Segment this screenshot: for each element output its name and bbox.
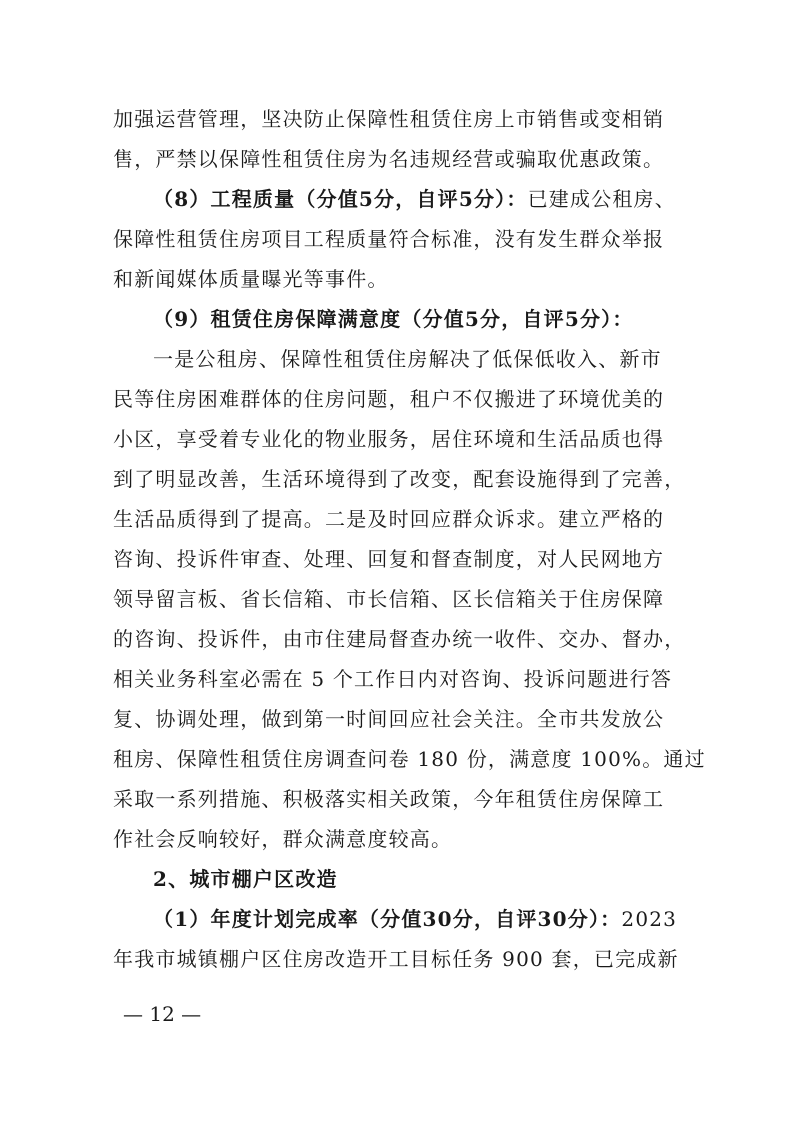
text-segment: 小区，享受着专业化的物业服务，居住环境和生活品质也得 <box>113 427 665 451</box>
text-segment: 作社会反响较好，群众满意度较高。 <box>113 827 453 851</box>
text-segment: 2023 <box>621 907 678 931</box>
text-segment: 民等住房困难群体的住房问题，租户不仅搬进了环境优美的 <box>113 387 665 411</box>
text-segment: 复、协调处理，做到第一时间回应社会关注。全市共发放公 <box>113 707 665 731</box>
text-line <box>113 219 664 259</box>
text-line <box>113 379 664 419</box>
text-segment: 加强运营管理，坚决防止保障性租赁住房上市销售或变相销 <box>113 107 665 131</box>
text-segment: 采取一系列措施、积极落实相关政策，今年租赁住房保障工 <box>113 787 665 811</box>
bold-heading-segment: 2、城市棚户区改造 <box>153 867 338 891</box>
text-line <box>153 339 662 379</box>
text-segment: 租房、保障性租赁住房调查问卷 180 份，满意度 100%。通过 <box>113 747 706 771</box>
text-line <box>113 99 664 139</box>
text-line <box>113 779 664 819</box>
text-segment: 售，严禁以保障性租赁住房为名违规经营或骗取优惠政策。 <box>113 147 665 171</box>
text-line <box>113 139 664 179</box>
text-line <box>113 939 679 979</box>
text-segment: 已建成公租房、 <box>527 187 676 211</box>
text-line <box>113 539 664 579</box>
bold-heading-segment: （9）租赁住房保障满意度（分值5分，自评5分）： <box>153 307 634 331</box>
text-line <box>153 899 677 939</box>
text-segment: 保障性租赁住房项目工程质量符合标准，没有发生群众举报 <box>113 227 665 251</box>
text-line <box>113 579 664 619</box>
text-line <box>153 179 676 219</box>
text-line <box>113 259 389 299</box>
text-segment: 咨询、投诉件审查、处理、回复和督查制度，对人民网地方 <box>113 547 665 571</box>
bold-heading-segment: （8）工程质量（分值5分，自评5分）： <box>153 187 528 211</box>
bold-heading-segment: （1）年度计划完成率（分值30分，自评30分）： <box>153 907 622 931</box>
text-segment: 相关业务科室必需在 5 个工作日内对咨询、投诉问题进行答 <box>113 667 673 691</box>
text-segment: 的咨询、投诉件，由市住建局督查办统一收件、交办、督办， <box>113 627 686 651</box>
text-segment: 生活品质得到了提高。二是及时回应群众诉求。建立严格的 <box>113 507 665 531</box>
text-line <box>113 819 452 859</box>
text-segment: 年我市城镇棚户区住房改造开工目标任务 900 套，已完成新 <box>113 947 679 971</box>
text-segment: 和新闻媒体质量曝光等事件。 <box>113 267 389 291</box>
text-segment: 领导留言板、省长信箱、市长信箱、区长信箱关于住房保障 <box>113 587 665 611</box>
text-line <box>113 659 672 699</box>
text-line <box>113 619 685 659</box>
text-line <box>113 739 706 779</box>
text-line <box>153 859 338 899</box>
text-line <box>113 419 664 459</box>
text-segment: 一是公租房、保障性租赁住房解决了低保低收入、新市 <box>153 347 662 371</box>
page-number: — 12 — <box>123 1002 202 1026</box>
text-line <box>113 699 664 739</box>
text-segment: 到了明显改善，生活环境得到了改变，配套设施得到了完善， <box>113 467 686 491</box>
text-line <box>153 299 634 339</box>
text-line <box>113 459 685 499</box>
text-line <box>113 499 664 539</box>
